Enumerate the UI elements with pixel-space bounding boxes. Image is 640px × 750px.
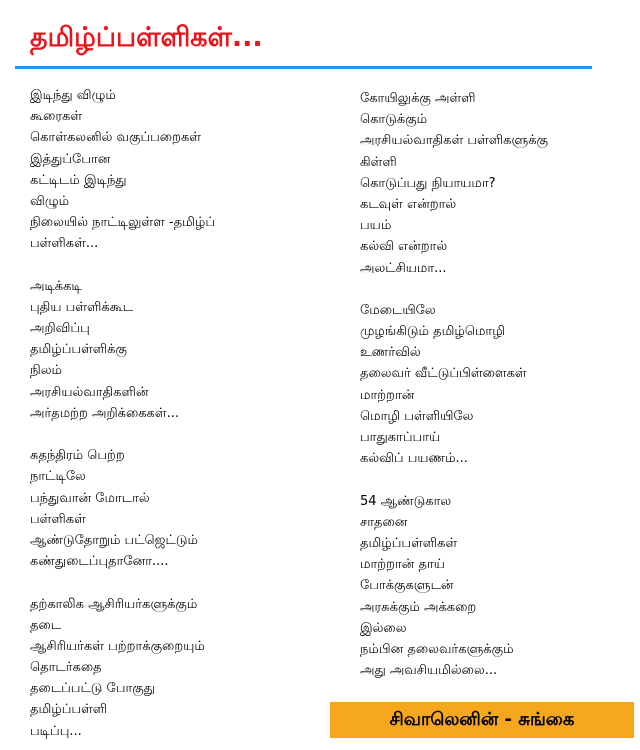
poem-line: பள்ளிகள்... — [30, 236, 99, 252]
poem-line: கூரைகள் — [30, 109, 83, 125]
poem-line: கடவுள் என்றால் — [360, 196, 457, 212]
poem-line: கொடுக்கும் — [360, 112, 428, 128]
poem-line: ஆசிரியர்கள் பற்றாக்குறையும் — [30, 638, 205, 654]
poem-line: கல்வி என்றால் — [360, 239, 448, 255]
poem-line: கண்துடைப்புதானோ.... — [30, 554, 169, 570]
poem-line: சாதனை — [360, 514, 408, 530]
poem-line: பாதுகாப்பாய் — [360, 430, 441, 445]
poem-line: அறிவிப்பு — [30, 321, 90, 337]
poem-line: இல்லை — [360, 620, 407, 636]
poem-line: நிலம் — [30, 363, 63, 379]
poem-line: மாற்றான் தாய் — [360, 557, 445, 573]
poem-line: அரசியல்வாதிகள் பள்ளிகளுக்கு — [360, 133, 548, 149]
poem-line: கிள்ளி — [360, 154, 397, 170]
poem-line: நிலையில் நாட்டிலுள்ள -தமிழ்ப் — [30, 215, 216, 231]
title-divider — [15, 66, 592, 69]
poem-title: தமிழ்ப்பள்ளிகள்... — [30, 22, 263, 53]
poem-stanza — [30, 85, 215, 255]
poem-line: தொடர்கதை — [30, 660, 102, 676]
poem-column-right — [360, 88, 548, 681]
poem-line: போக்குகளுடன் — [360, 578, 454, 594]
poem-line: தற்காலிக ஆசிரியர்களுக்கும் — [30, 596, 198, 612]
poem-line: மேடையிலே — [360, 302, 436, 318]
poem-line: பயம் — [360, 218, 392, 234]
poem-column-left — [30, 85, 215, 742]
poem-line: தடை — [30, 617, 62, 633]
poem-line: மொழி பள்ளியிலே — [360, 408, 474, 424]
poem-line: புதிய பள்ளிக்கூட — [30, 299, 134, 315]
poem-line: அரசுக்கும் அக்கறை — [360, 599, 477, 615]
poem-stanza — [30, 594, 215, 742]
poem-line: கட்டிடம் இடிந்து — [30, 172, 127, 188]
poem-stanza — [30, 445, 215, 572]
poem-line: கோயிலுக்கு அள்ளி — [360, 91, 476, 106]
poem-line: இத்துப்போன — [30, 151, 111, 167]
poem-line: நம்பின தலைவர்களுக்கும் — [360, 641, 514, 657]
poem-line: அர்தமற்ற அறிக்கைகள்... — [30, 405, 180, 421]
poem-line: தமிழ்ப்பள்ளிகள் — [360, 535, 458, 551]
poem-line: உணர்வில் — [360, 345, 421, 361]
poem-line: ஆண்டுதோறும் பட்ஜெட்டும் — [30, 532, 198, 548]
poem-line: பந்துவான் மோடால் — [30, 490, 150, 506]
poem-line: அலட்சியமா... — [360, 260, 447, 276]
poem-stanza — [360, 88, 548, 279]
poem-line: தமிழ்ப்பள்ளி — [30, 702, 108, 718]
poem-line: விழும் — [30, 193, 70, 209]
poem-line: அரசியல்வாதிகளின் — [30, 384, 149, 400]
poem-line: இடிந்து விழும் — [30, 88, 116, 103]
poem-line: பள்ளிகள் — [30, 511, 86, 527]
poem-line: சுதந்திரம் பெற்ற — [30, 448, 125, 464]
poem-line: கொள்கலனில் வகுப்பறைகள் — [30, 130, 201, 146]
poem-line: கல்விப் பயணம்... — [360, 451, 468, 467]
poem-line: படிப்பு... — [30, 723, 82, 739]
poem-line: அடிக்கடி — [30, 278, 82, 294]
poem-stanza — [30, 276, 215, 424]
poem-line: கொடுப்பது நியாயமா? — [360, 175, 496, 191]
author-signature: சிவாலெனின் - சுங்கை — [330, 702, 634, 738]
poem-stanza — [360, 491, 548, 682]
poem-line: தடைப்பட்டு போகுது — [30, 681, 155, 697]
poem-stanza — [360, 300, 548, 470]
poem-line: மாற்றான் — [360, 387, 415, 403]
poem-line: தமிழ்ப்பள்ளிக்கு — [30, 342, 127, 358]
poem-line: தலைவர் வீட்டுப்பிள்ளைகள் — [360, 366, 527, 382]
poem-line: அது அவசியமில்லை... — [360, 663, 498, 679]
poem-line: 54 ஆண்டுகால — [360, 493, 452, 509]
poem-line: நாட்டிலே — [30, 469, 86, 485]
poem-line: முழங்கிடும் தமிழ்மொழி — [360, 324, 506, 340]
